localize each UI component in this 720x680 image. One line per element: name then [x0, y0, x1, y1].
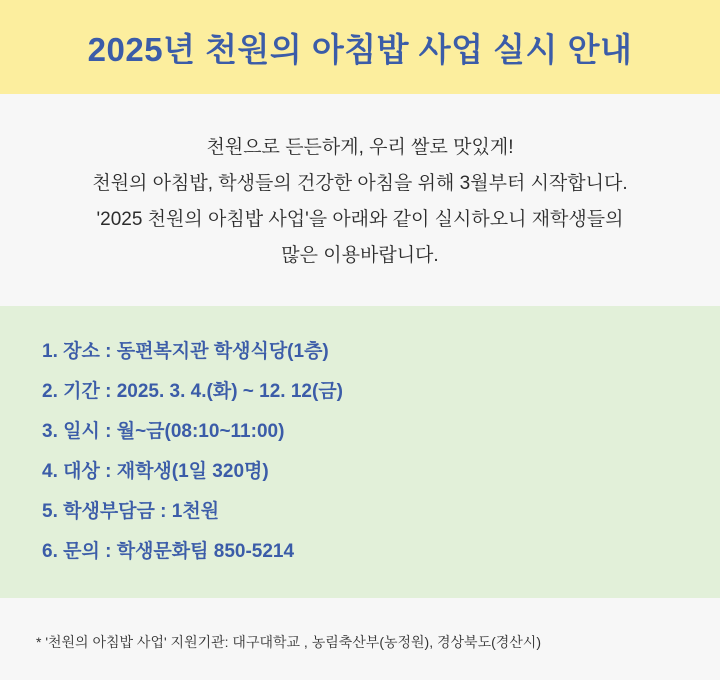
list-item: 4. 대상 : 재학생(1일 320명) [42, 461, 269, 482]
list-item: 2. 기간 : 2025. 3. 4.(화) ~ 12. 12(금) [42, 381, 344, 402]
list-item: 5. 학생부담금 : 1천원 [42, 501, 220, 522]
intro-paragraph [0, 94, 720, 288]
list-item: 6. 문의 : 학생문화팀 850-5214 [42, 541, 295, 562]
footnote: * '천원의 아침밥 사업' 지원기관: 대구대학교 , 농림축산부(농정원), 경상북도(경산시) [36, 634, 541, 650]
intro-line: 천원의 아침밥, 학생들의 건강한 아침을 위해 3월부터 시작합니다. [92, 173, 628, 194]
intro-line: 많은 이용바랍니다. [281, 245, 439, 266]
list-item: 1. 장소 : 동편복지관 학생식당(1층) [42, 341, 329, 362]
list-item: 3. 일시 : 월~금(08:10~11:00) [42, 421, 285, 442]
title-banner [0, 0, 720, 94]
details-list [0, 306, 720, 598]
intro-line: 천원으로 든든하게, 우리 쌀로 맛있게! [206, 137, 514, 158]
intro-line: '2025 천원의 아침밥 사업'을 아래와 같이 실시하오니 재학생들의 [96, 209, 624, 230]
page-title: 2025년 천원의 아침밥 사업 실시 안내 [87, 30, 633, 68]
